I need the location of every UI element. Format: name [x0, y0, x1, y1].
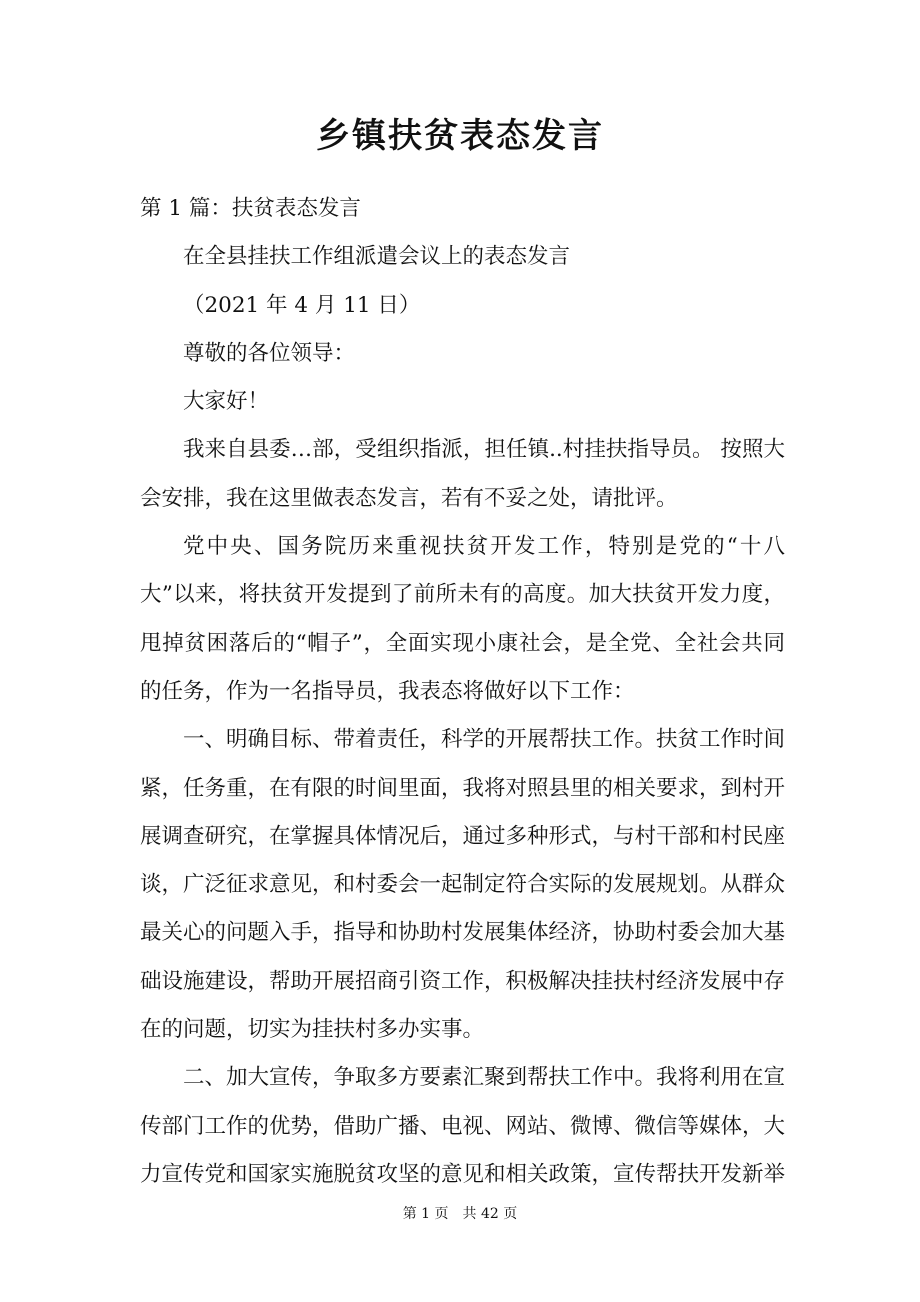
page-footer: [0, 1204, 920, 1224]
paragraph-point-two: 二、加大宣传，争取多方要素汇聚到帮扶工作中。我将利用在宣传部门工作的优势，借助广播、电视、网站、微博、微信等媒体，大力宣传党和国家实施脱贫攻坚的意见和相关政策，宣传帮扶开发新举: [140, 1065, 786, 1187]
paragraph-background: 党中央、国务院历来重视扶贫开发工作，特别是党的“十八大”以来，将扶贫开发提到了前所未有的高度。加大扶贫开发力度，甩掉贫困落后的“帽子”，全面实现小康社会，是全党、全社会共同的任务，作为一名指导员，我表态将做好以下工作：: [140, 534, 785, 704]
speech-title: 在全县挂扶工作组派遣会议上的表态发言: [183, 244, 571, 270]
paragraph-intro: 我来自县委…部，受组织指派，担任镇..村挂扶指导员。 按照大会安排，我在这里做表态发言，若有不妥之处，请批评。: [140, 437, 785, 511]
greeting: 大家好！: [183, 389, 270, 415]
document-body: [140, 185, 785, 1199]
section-heading: 第 1 篇：扶贫表态发言: [140, 196, 361, 221]
page-total: 共 42 页: [462, 1206, 518, 1222]
page-number: 第 1 页: [402, 1206, 449, 1222]
salutation: 尊敬的各位领导：: [183, 340, 356, 366]
speech-date: （2021 年 4 月 11 日）: [183, 292, 421, 318]
document-title: 乡镇扶贫表态发言: [316, 116, 604, 156]
paragraph-point-one: 一、明确目标、带着责任，科学的开展帮扶工作。扶贫工作时间紧，任务重，在有限的时间里面，我将对照县里的相关要求，到村开展调查研究，在掌握具体情况后，通过多种形式，与村干部和村民座谈，广泛征求意见，和村委会一起制定符合实际的发展规划。从群众最关心的问题入手，指导和协助村发展集体经济，协助村委会加大基础设施建设，帮助开展招商引资工作，积极解决挂扶村经济发展中存在的问题，切实为挂扶村多办实事。: [140, 727, 786, 1043]
